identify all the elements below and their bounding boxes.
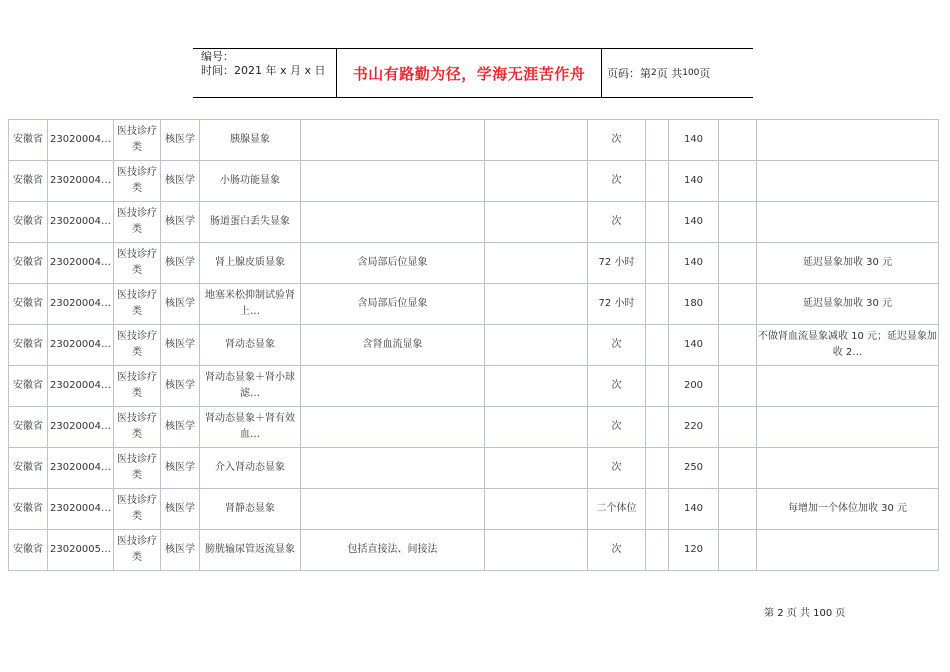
cell-note bbox=[757, 448, 939, 489]
cell-item-name: 肾动态显象＋肾小球滤… bbox=[200, 366, 301, 407]
cell-province: 安徽省 bbox=[9, 243, 48, 284]
cell-price: 140 bbox=[669, 325, 719, 366]
cell-blank bbox=[646, 161, 669, 202]
page-suffix: 页 bbox=[699, 67, 711, 80]
cell-dept: 核医学 bbox=[161, 161, 200, 202]
cell-blank bbox=[719, 284, 757, 325]
cell-unit: 72 小时 bbox=[588, 243, 646, 284]
cell-blank bbox=[485, 530, 588, 571]
page-total: 100 bbox=[682, 68, 700, 78]
cell-content bbox=[301, 120, 485, 161]
table-row bbox=[9, 284, 939, 325]
page-prefix: 页码：第 bbox=[607, 67, 651, 80]
cell-blank bbox=[485, 243, 588, 284]
cell-blank bbox=[719, 120, 757, 161]
cell-category: 医技诊疗类 bbox=[114, 325, 161, 366]
cell-price: 140 bbox=[669, 243, 719, 284]
table-row bbox=[9, 120, 939, 161]
table-row bbox=[9, 202, 939, 243]
table-row bbox=[9, 161, 939, 202]
page-header bbox=[193, 48, 753, 98]
cell-category: 医技诊疗类 bbox=[114, 489, 161, 530]
cell-blank bbox=[485, 284, 588, 325]
cell-dept: 核医学 bbox=[161, 489, 200, 530]
cell-province: 安徽省 bbox=[9, 284, 48, 325]
cell-note bbox=[757, 161, 939, 202]
cell-blank bbox=[719, 366, 757, 407]
table-row bbox=[9, 448, 939, 489]
cell-content bbox=[301, 448, 485, 489]
time-label: 时间：2021 年 x 月 x 日 bbox=[201, 64, 326, 77]
cell-blank bbox=[485, 325, 588, 366]
header-motto: 书山有路勤为径，学海无涯苦作舟 bbox=[337, 49, 602, 97]
cell-dept: 核医学 bbox=[161, 325, 200, 366]
cell-content bbox=[301, 489, 485, 530]
table-row bbox=[9, 325, 939, 366]
cell-province: 安徽省 bbox=[9, 161, 48, 202]
cell-blank bbox=[719, 489, 757, 530]
cell-dept: 核医学 bbox=[161, 407, 200, 448]
cell-code: 23020004… bbox=[48, 366, 114, 407]
cell-blank bbox=[646, 366, 669, 407]
header-meta bbox=[193, 49, 337, 97]
cell-category: 医技诊疗类 bbox=[114, 202, 161, 243]
cell-blank bbox=[646, 284, 669, 325]
cell-item-name: 膀胱输尿管返流显象 bbox=[200, 530, 301, 571]
cell-blank bbox=[485, 161, 588, 202]
number-label: 编号： bbox=[201, 50, 234, 63]
cell-blank bbox=[646, 407, 669, 448]
cell-content bbox=[301, 407, 485, 448]
cell-unit: 72 小时 bbox=[588, 284, 646, 325]
cell-note bbox=[757, 530, 939, 571]
cell-item-name: 地塞米松抑制试验肾上… bbox=[200, 284, 301, 325]
cell-blank bbox=[485, 448, 588, 489]
cell-item-name: 肾动态显象＋肾有效血… bbox=[200, 407, 301, 448]
cell-blank bbox=[646, 489, 669, 530]
cell-note: 延迟显象加收 30 元 bbox=[757, 284, 939, 325]
cell-price: 140 bbox=[669, 202, 719, 243]
cell-code: 23020004… bbox=[48, 407, 114, 448]
cell-province: 安徽省 bbox=[9, 325, 48, 366]
cell-unit: 次 bbox=[588, 530, 646, 571]
footer-page: 2 bbox=[777, 608, 784, 619]
cell-note: 延迟显象加收 30 元 bbox=[757, 243, 939, 284]
cell-price: 140 bbox=[669, 120, 719, 161]
cell-note bbox=[757, 202, 939, 243]
cell-note bbox=[757, 366, 939, 407]
table-row bbox=[9, 243, 939, 284]
cell-blank bbox=[719, 325, 757, 366]
cell-note: 每增加一个体位加收 30 元 bbox=[757, 489, 939, 530]
footer-total: 100 bbox=[813, 608, 833, 619]
cell-note bbox=[757, 120, 939, 161]
table-row bbox=[9, 489, 939, 530]
header-page-info bbox=[607, 49, 710, 97]
cell-unit: 次 bbox=[588, 407, 646, 448]
cell-province: 安徽省 bbox=[9, 448, 48, 489]
footer-prefix: 第 bbox=[764, 608, 774, 619]
cell-item-name: 介入肾动态显象 bbox=[200, 448, 301, 489]
cell-content: 含局部后位显象 bbox=[301, 243, 485, 284]
cell-price: 120 bbox=[669, 530, 719, 571]
cell-unit: 二个体位 bbox=[588, 489, 646, 530]
cell-code: 23020005… bbox=[48, 530, 114, 571]
cell-code: 23020004… bbox=[48, 325, 114, 366]
cell-blank bbox=[485, 407, 588, 448]
cell-category: 医技诊疗类 bbox=[114, 530, 161, 571]
cell-dept: 核医学 bbox=[161, 448, 200, 489]
cell-item-name: 肾上腺皮质显象 bbox=[200, 243, 301, 284]
cell-content bbox=[301, 366, 485, 407]
cell-blank bbox=[646, 202, 669, 243]
cell-unit: 次 bbox=[588, 325, 646, 366]
cell-code: 23020004… bbox=[48, 243, 114, 284]
cell-blank bbox=[646, 120, 669, 161]
cell-unit: 次 bbox=[588, 202, 646, 243]
cell-province: 安徽省 bbox=[9, 530, 48, 571]
cell-dept: 核医学 bbox=[161, 366, 200, 407]
table-row bbox=[9, 366, 939, 407]
cell-content bbox=[301, 161, 485, 202]
cell-price: 180 bbox=[669, 284, 719, 325]
cell-blank bbox=[719, 243, 757, 284]
cell-province: 安徽省 bbox=[9, 407, 48, 448]
cell-content: 含局部后位显象 bbox=[301, 284, 485, 325]
cell-category: 医技诊疗类 bbox=[114, 161, 161, 202]
cell-unit: 次 bbox=[588, 366, 646, 407]
cell-dept: 核医学 bbox=[161, 120, 200, 161]
page-footer bbox=[764, 604, 845, 619]
cell-code: 23020004… bbox=[48, 284, 114, 325]
cell-category: 医技诊疗类 bbox=[114, 448, 161, 489]
cell-province: 安徽省 bbox=[9, 489, 48, 530]
cell-code: 23020004… bbox=[48, 448, 114, 489]
cell-category: 医技诊疗类 bbox=[114, 407, 161, 448]
cell-blank bbox=[485, 489, 588, 530]
cell-dept: 核医学 bbox=[161, 243, 200, 284]
cell-item-name: 胰腺显象 bbox=[200, 120, 301, 161]
cell-price: 250 bbox=[669, 448, 719, 489]
cell-unit: 次 bbox=[588, 448, 646, 489]
fee-table bbox=[8, 119, 939, 571]
footer-mid: 页 共 bbox=[786, 608, 810, 619]
cell-price: 140 bbox=[669, 489, 719, 530]
cell-price: 200 bbox=[669, 366, 719, 407]
cell-item-name: 小肠功能显象 bbox=[200, 161, 301, 202]
cell-note: 不做肾血流显象减收 10 元；延迟显象加收 2… bbox=[757, 325, 939, 366]
cell-blank bbox=[719, 448, 757, 489]
cell-note bbox=[757, 407, 939, 448]
cell-content: 含肾血流显象 bbox=[301, 325, 485, 366]
cell-blank bbox=[719, 202, 757, 243]
cell-blank bbox=[485, 120, 588, 161]
cell-unit: 次 bbox=[588, 120, 646, 161]
cell-code: 23020004… bbox=[48, 489, 114, 530]
cell-blank bbox=[485, 202, 588, 243]
cell-blank bbox=[646, 448, 669, 489]
table-row bbox=[9, 407, 939, 448]
cell-category: 医技诊疗类 bbox=[114, 120, 161, 161]
cell-blank bbox=[719, 161, 757, 202]
cell-item-name: 肾动态显象 bbox=[200, 325, 301, 366]
cell-code: 23020004… bbox=[48, 202, 114, 243]
cell-price: 140 bbox=[669, 161, 719, 202]
cell-content bbox=[301, 202, 485, 243]
cell-code: 23020004… bbox=[48, 161, 114, 202]
footer-suffix: 页 bbox=[835, 608, 846, 619]
cell-category: 医技诊疗类 bbox=[114, 366, 161, 407]
cell-price: 220 bbox=[669, 407, 719, 448]
cell-blank bbox=[719, 407, 757, 448]
cell-unit: 次 bbox=[588, 161, 646, 202]
cell-category: 医技诊疗类 bbox=[114, 243, 161, 284]
cell-content: 包括直接法、间接法 bbox=[301, 530, 485, 571]
table-row bbox=[9, 530, 939, 571]
cell-blank bbox=[646, 243, 669, 284]
cell-code: 23020004… bbox=[48, 120, 114, 161]
page-number: 2 bbox=[651, 68, 657, 78]
cell-item-name: 肾静态显象 bbox=[200, 489, 301, 530]
cell-province: 安徽省 bbox=[9, 366, 48, 407]
cell-blank bbox=[719, 530, 757, 571]
page-mid: 页 共 bbox=[656, 67, 683, 80]
cell-dept: 核医学 bbox=[161, 284, 200, 325]
cell-province: 安徽省 bbox=[9, 202, 48, 243]
cell-item-name: 肠道蛋白丢失显象 bbox=[200, 202, 301, 243]
cell-dept: 核医学 bbox=[161, 530, 200, 571]
cell-blank bbox=[485, 366, 588, 407]
cell-category: 医技诊疗类 bbox=[114, 284, 161, 325]
cell-dept: 核医学 bbox=[161, 202, 200, 243]
cell-blank bbox=[646, 530, 669, 571]
cell-blank bbox=[646, 325, 669, 366]
cell-province: 安徽省 bbox=[9, 120, 48, 161]
